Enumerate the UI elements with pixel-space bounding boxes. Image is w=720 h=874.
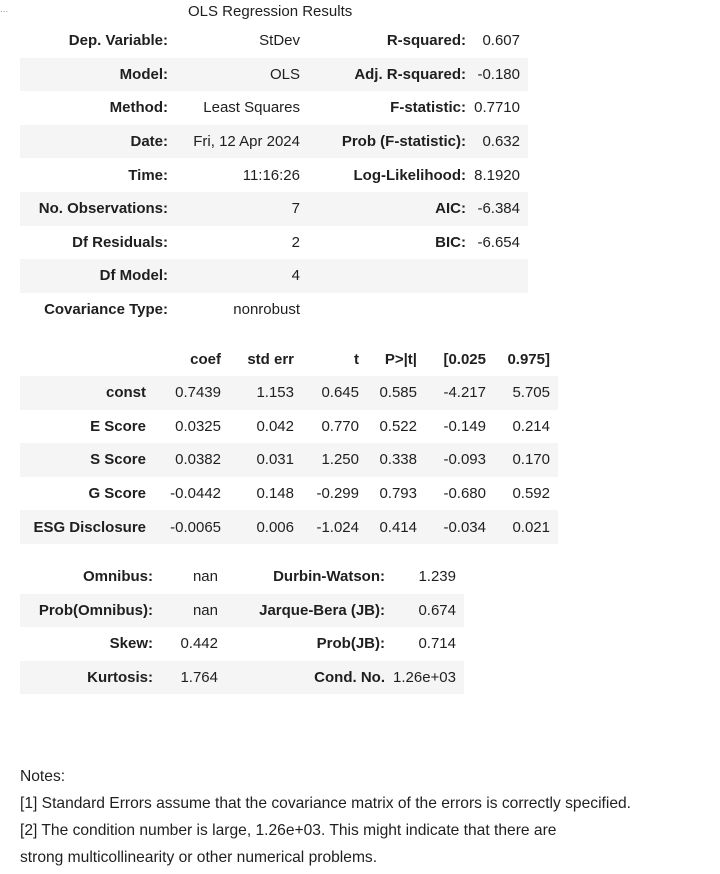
ci-lower-value: -0.093 [425, 443, 494, 477]
t-value: -1.024 [302, 510, 367, 544]
column-header: std err [247, 350, 294, 368]
table-row [20, 510, 558, 544]
diagnostic-label: Skew: [109, 635, 153, 653]
diagnostic-label: Prob(Omnibus): [20, 594, 161, 628]
coef-value: 0.0325 [175, 417, 221, 435]
table-row [20, 58, 528, 92]
table-row [20, 293, 528, 327]
diagnostic-value: 0.442 [180, 635, 218, 653]
summary-value: Fri, 12 Apr 2024 [176, 125, 308, 159]
summary-label: Df Residuals: [72, 233, 168, 251]
table-row [20, 376, 558, 410]
p-value: 0.585 [367, 376, 425, 410]
notes-block [20, 763, 631, 871]
ci-upper-value: 0.592 [512, 485, 550, 503]
summary-stat-label: Prob (F-statistic): [308, 125, 474, 159]
diagnostic-value: 1.764 [161, 661, 226, 695]
table-row [20, 24, 528, 58]
summary-label: Time: [128, 166, 168, 184]
summary-label: Df Model: [20, 259, 176, 293]
table-row [20, 226, 528, 260]
ci-upper-value: 0.214 [512, 417, 550, 435]
summary-stat-value: 0.7710 [474, 99, 520, 117]
ci-upper-value: 5.705 [494, 376, 558, 410]
std-err-value: 1.153 [229, 376, 302, 410]
column-header: 0.975] [507, 350, 550, 368]
table-row [20, 158, 528, 192]
table-row [20, 91, 528, 125]
coefficients-table [20, 342, 558, 544]
table-row [20, 627, 464, 661]
ci-upper-value: 0.170 [494, 443, 558, 477]
summary-stat-value: 8.1920 [474, 166, 520, 184]
diagnostic-label: Prob(JB): [316, 635, 385, 653]
column-header [20, 342, 154, 376]
summary-stat-value: -6.654 [477, 233, 520, 251]
note-line: [2] The condition number is large, 1.26e+03. This might indicate that there are [20, 822, 557, 839]
summary-value: 2 [291, 233, 300, 251]
diagnostic-label: Jarque-Bera (JB): [226, 594, 393, 628]
variable-name: E Score [90, 417, 146, 435]
table-row [20, 661, 464, 695]
diagnostic-value: nan [161, 594, 226, 628]
column-header: t [354, 350, 359, 368]
summary-stat-label: Adj. R-squared: [308, 58, 474, 92]
summary-label: Covariance Type: [44, 301, 168, 319]
table-row [20, 443, 558, 477]
summary-stat-label: AIC: [308, 192, 474, 226]
summary-stat-label [308, 293, 474, 327]
table-row [20, 410, 558, 444]
column-header: coef [190, 350, 221, 368]
table-row [20, 192, 528, 226]
diagnostic-value: 1.239 [418, 568, 456, 586]
diagnostic-label: Kurtosis: [20, 661, 161, 695]
t-value: 0.645 [302, 376, 367, 410]
ci-lower-value: -0.680 [443, 485, 486, 503]
ci-lower-value: -4.217 [425, 376, 494, 410]
variable-name: G Score [88, 485, 146, 503]
diagnostic-label: Durbin-Watson: [273, 568, 385, 586]
diagnostic-value: 1.26e+03 [393, 661, 464, 695]
summary-stat-label [308, 259, 474, 293]
t-value: 1.250 [302, 443, 367, 477]
summary-value: nonrobust [233, 301, 300, 319]
summary-stat-label: F-statistic: [390, 99, 466, 117]
summary-label: Model: [20, 58, 176, 92]
variable-name: ESG Disclosure [20, 510, 154, 544]
summary-stat-label: BIC: [435, 233, 466, 251]
output-prompt-ellipsis[interactable]: ... [0, 4, 9, 15]
variable-name: const [20, 376, 154, 410]
summary-label: No. Observations: [20, 192, 176, 226]
diagnostics-table [20, 560, 464, 694]
summary-stat-label: Log-Likelihood: [353, 166, 466, 184]
ci-upper-value: 0.021 [494, 510, 558, 544]
std-err-value: 0.031 [229, 443, 302, 477]
std-err-value: 0.042 [256, 417, 294, 435]
summary-value: Least Squares [203, 99, 300, 117]
diagnostic-label: Omnibus: [83, 568, 153, 586]
t-value: 0.770 [321, 417, 359, 435]
variable-name: S Score [20, 443, 154, 477]
results-caption: OLS Regression Results [188, 3, 353, 20]
p-value: 0.793 [379, 485, 417, 503]
table-row [20, 259, 528, 293]
t-value: -0.299 [316, 485, 359, 503]
summary-stat-value [474, 259, 528, 293]
p-value: 0.414 [367, 510, 425, 544]
std-err-value: 0.148 [256, 485, 294, 503]
ci-lower-value: -0.034 [425, 510, 494, 544]
note-line: [1] Standard Errors assume that the covariance matrix of the errors is correctly specified. [20, 795, 632, 812]
model-summary-table [20, 24, 528, 326]
column-header: P>|t| [384, 350, 417, 368]
summary-stat-label: R-squared: [386, 32, 466, 50]
summary-label: Dep. Variable: [68, 32, 168, 50]
coef-value: -0.0442 [170, 485, 221, 503]
diagnostic-label: Cond. No. [226, 661, 393, 695]
table-row [20, 125, 528, 159]
p-value: 0.338 [367, 443, 425, 477]
summary-stat-value [474, 293, 528, 327]
table-row [20, 477, 558, 511]
summary-stat-value: 0.632 [474, 125, 528, 159]
column-header: [0.025 [443, 350, 486, 368]
summary-value: 7 [176, 192, 308, 226]
summary-value: 4 [176, 259, 308, 293]
summary-stat-value: -6.384 [474, 192, 528, 226]
summary-stat-value: -0.180 [474, 58, 528, 92]
diagnostic-value: nan [192, 568, 218, 586]
coef-value: 0.7439 [154, 376, 229, 410]
note-line: strong multicollinearity or other numerical problems. [20, 849, 378, 866]
coef-value: -0.0065 [154, 510, 229, 544]
std-err-value: 0.006 [229, 510, 302, 544]
summary-value: 11:16:26 [242, 166, 300, 184]
summary-value: OLS [176, 58, 308, 92]
table-row [20, 560, 464, 594]
ci-lower-value: -0.149 [443, 417, 486, 435]
summary-stat-value: 0.607 [482, 32, 520, 50]
summary-label: Date: [20, 125, 176, 159]
summary-label: Method: [109, 99, 168, 117]
notes-heading: Notes: [20, 768, 66, 785]
diagnostic-value: 0.714 [418, 635, 456, 653]
diagnostic-value: 0.674 [393, 594, 464, 628]
table-header-row [20, 342, 558, 376]
coef-value: 0.0382 [154, 443, 229, 477]
p-value: 0.522 [379, 417, 417, 435]
summary-value: StDev [259, 32, 300, 50]
table-row [20, 594, 464, 628]
